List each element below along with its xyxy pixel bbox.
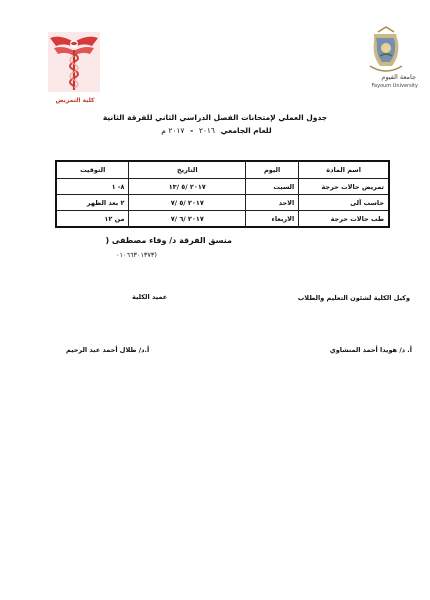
table-row: [56, 179, 389, 195]
coordinator-label: منسق الفرقة د/ وفاء مصطفى (: [105, 236, 232, 245]
cell-date: ٢٠١٧ /٥ /٧: [129, 195, 246, 211]
dean-title: عميد الكلية: [132, 293, 168, 301]
header-subject: اسم المادة: [299, 161, 389, 179]
table-row: [56, 195, 389, 211]
university-name-english: Fayoum University: [371, 83, 418, 89]
header-time: التوقيت: [56, 161, 129, 179]
cell-subject: تمريض حالات حرجة: [299, 179, 389, 195]
table-header-row: [56, 161, 389, 179]
cell-day: السبت: [246, 179, 299, 195]
college-label: كلية التمريض: [55, 97, 95, 104]
year-end: ٢٠١٧ م: [161, 126, 185, 135]
cell-day: الاربعاء: [246, 211, 299, 228]
year-start: ٢٠١٦: [198, 126, 215, 135]
vice-dean-title: وكيل الكلية لشئون التعليم والطلاب: [297, 294, 410, 302]
cell-subject: حاسب آلى: [299, 195, 389, 211]
exam-schedule: [55, 160, 390, 228]
header-date: التاريخ: [129, 161, 246, 179]
table-row: [56, 211, 389, 228]
academic-year-line: للعام الجامعي ٢٠١٦ - ٢٠١٧ م: [161, 126, 272, 135]
cell-subject: طب حالات حرجة: [299, 211, 389, 228]
academic-year-label: للعام الجامعي: [220, 126, 272, 135]
nursing-college-logo: [48, 32, 100, 92]
dean-name: أ.د/ طلال أحمد عبد الرحيم: [66, 346, 150, 354]
cell-time: ٢ بعد الظهر: [56, 195, 129, 211]
coordinator-phone: ٠١٠٦٦٣٠١٣٧٣): [116, 251, 157, 259]
cell-date: ٢٠١٧ /٥ /١٣: [129, 179, 246, 195]
exam-schedule-table: [55, 160, 390, 228]
header-day: اليوم: [246, 161, 299, 179]
cell-time: من ١٢: [56, 211, 129, 228]
document-title: جدول العملي لإمتحانات الفصل الدراسي الثاني للفرقة الثانية: [102, 113, 328, 122]
cell-date: ٢٠١٧ /٦ /٧: [129, 211, 246, 228]
cell-time: ٨- ١: [56, 179, 129, 195]
vice-dean-name: أ. د/ هويدا أحمد المنشاوي: [329, 346, 412, 354]
university-name-arabic: جامعة الفيوم: [381, 73, 416, 81]
cell-day: الاحد: [246, 195, 299, 211]
